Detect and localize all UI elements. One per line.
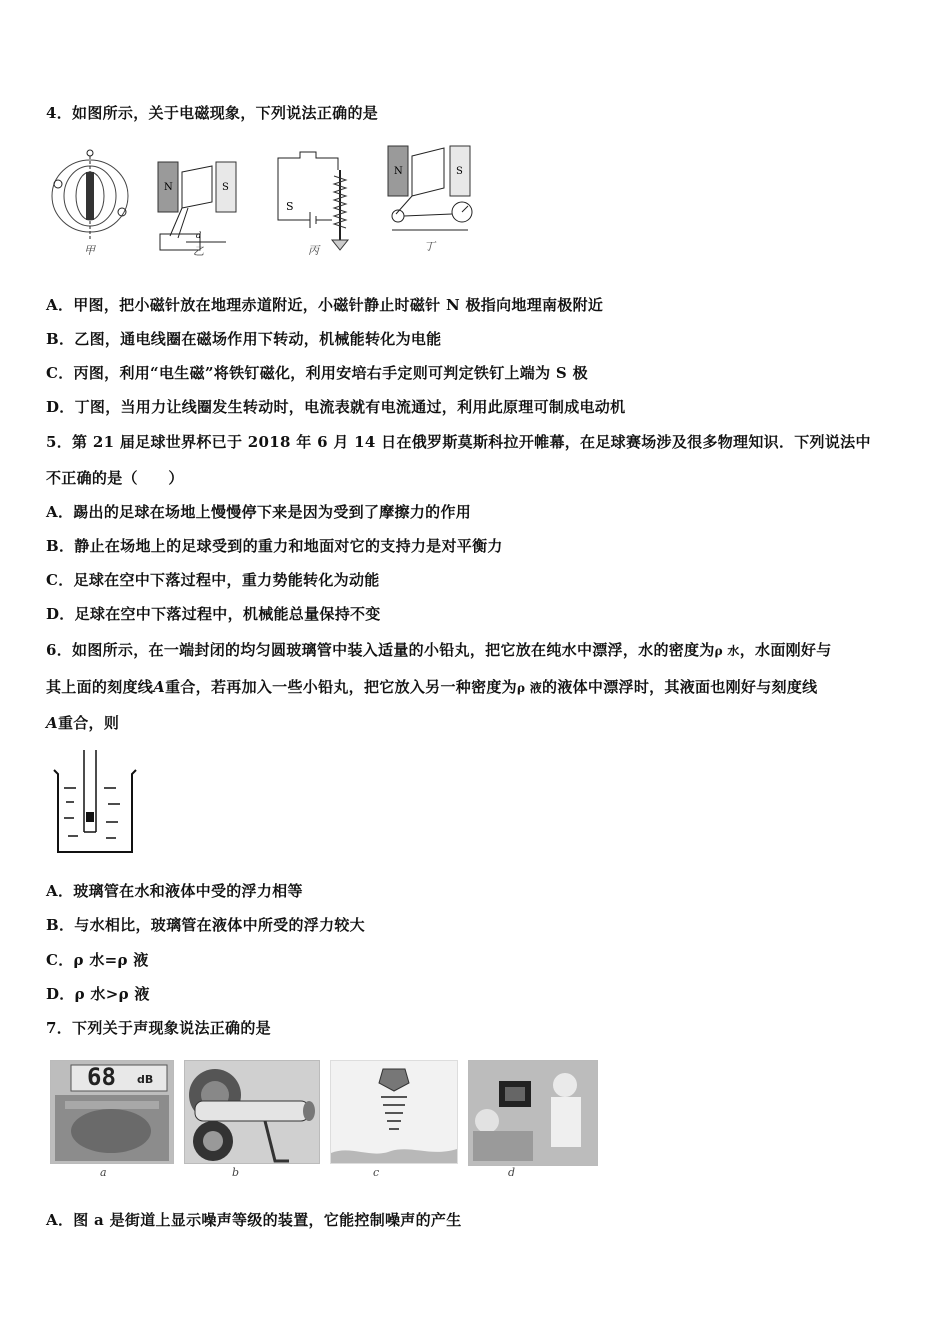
q6-option-b: B．与水相比，玻璃管在液体中所受的浮力较大 — [46, 916, 365, 934]
svg-text:S: S — [456, 166, 463, 177]
figure-beaker — [50, 746, 140, 858]
figure-bing — [266, 140, 358, 258]
photo-b-muffler — [184, 1060, 320, 1164]
q7-option-a: A．图 a 是街道上显示噪声等级的装置，它能控制噪声的产生 — [46, 1211, 462, 1229]
q4-option-c: C．丙图，利用“电生磁”将铁钉磁化，利用安培右手定则可判定铁钉上端为 S 极 — [46, 364, 588, 382]
q4-option-d: D．丁图，当用力让线圈发生转动时，电流表就有电流通过，利用此原理可制成电动机 — [46, 398, 626, 416]
svg-text:N: N — [394, 166, 403, 177]
noise-reading: 68 — [87, 1063, 116, 1091]
q6-stem-line2: 其上面的刻度线A重合，若再加入一些小铅丸，把它放入另一种密度为ρ 液的液体中漂浮时，其液面也刚好与刻度线 — [46, 678, 818, 696]
caption-jia: 甲 — [84, 244, 95, 257]
q5-stem-line1: 5．第 21 届足球世界杯已于 2018 年 6 月 14 日在俄罗斯莫斯科拉开帷幕，在足球赛场涉及很多物理知识．下列说法中 — [46, 433, 871, 451]
svg-text:S: S — [286, 200, 294, 213]
q4-option-a: A．甲图，把小磁针放在地理赤道附近，小磁针静止时磁针 N 极指向地理南极附近 — [46, 296, 604, 314]
q5-option-b: B．静止在场地上的足球受到的重力和地面对它的支持力是对平衡力 — [46, 537, 503, 555]
caption-ding: 丁 — [424, 240, 435, 253]
svg-text:S: S — [222, 182, 229, 193]
photo-c-sound-waves — [330, 1060, 458, 1164]
caption-b: b — [232, 1166, 240, 1179]
caption-c: c — [373, 1166, 380, 1179]
q6-option-a: A．玻璃管在水和液体中受的浮力相等 — [46, 882, 303, 900]
q6-option-d: D．ρ 水>ρ 液 — [46, 985, 150, 1003]
caption-yi: 乙 — [193, 245, 204, 258]
svg-text:N: N — [164, 182, 173, 193]
caption-a: a — [100, 1166, 107, 1179]
q6-stem-line1: 6．如图所示，在一端封闭的均匀圆玻璃管中装入适量的小铅丸，把它放在纯水中漂浮，水的密度为ρ 水，水面刚好与 — [46, 641, 832, 659]
q4-stem: 4．如图所示，关于电磁现象，下列说法正确的是 — [46, 104, 379, 122]
photo-d-ultrasound — [468, 1060, 598, 1166]
q7-stem: 7．下列关于声现象说法正确的是 — [46, 1019, 271, 1037]
svg-text:d: d — [196, 231, 202, 240]
q6-stem-line3: A重合，则 — [46, 714, 120, 732]
photo-a-noise-monitor — [50, 1060, 174, 1164]
q5-option-a: A．踢出的足球在场地上慢慢停下来是因为受到了摩擦力的作用 — [46, 503, 472, 521]
q4-option-b: B．乙图，通电线圈在磁场作用下转动，机械能转化为电能 — [46, 330, 442, 348]
q5-option-d: D．足球在空中下落过程中，机械能总量保持不变 — [46, 605, 381, 623]
figure-yi — [156, 148, 240, 258]
caption-d: d — [508, 1166, 516, 1179]
q6-option-c: C．ρ 水=ρ 液 — [46, 951, 149, 969]
q5-stem-line2: 不正确的是（ ） — [46, 469, 184, 487]
q5-option-c: C．足球在空中下落过程中，重力势能转化为动能 — [46, 571, 380, 589]
figure-ding — [384, 138, 476, 238]
caption-bing: 丙 — [308, 244, 319, 257]
noise-unit: dB — [137, 1073, 154, 1086]
